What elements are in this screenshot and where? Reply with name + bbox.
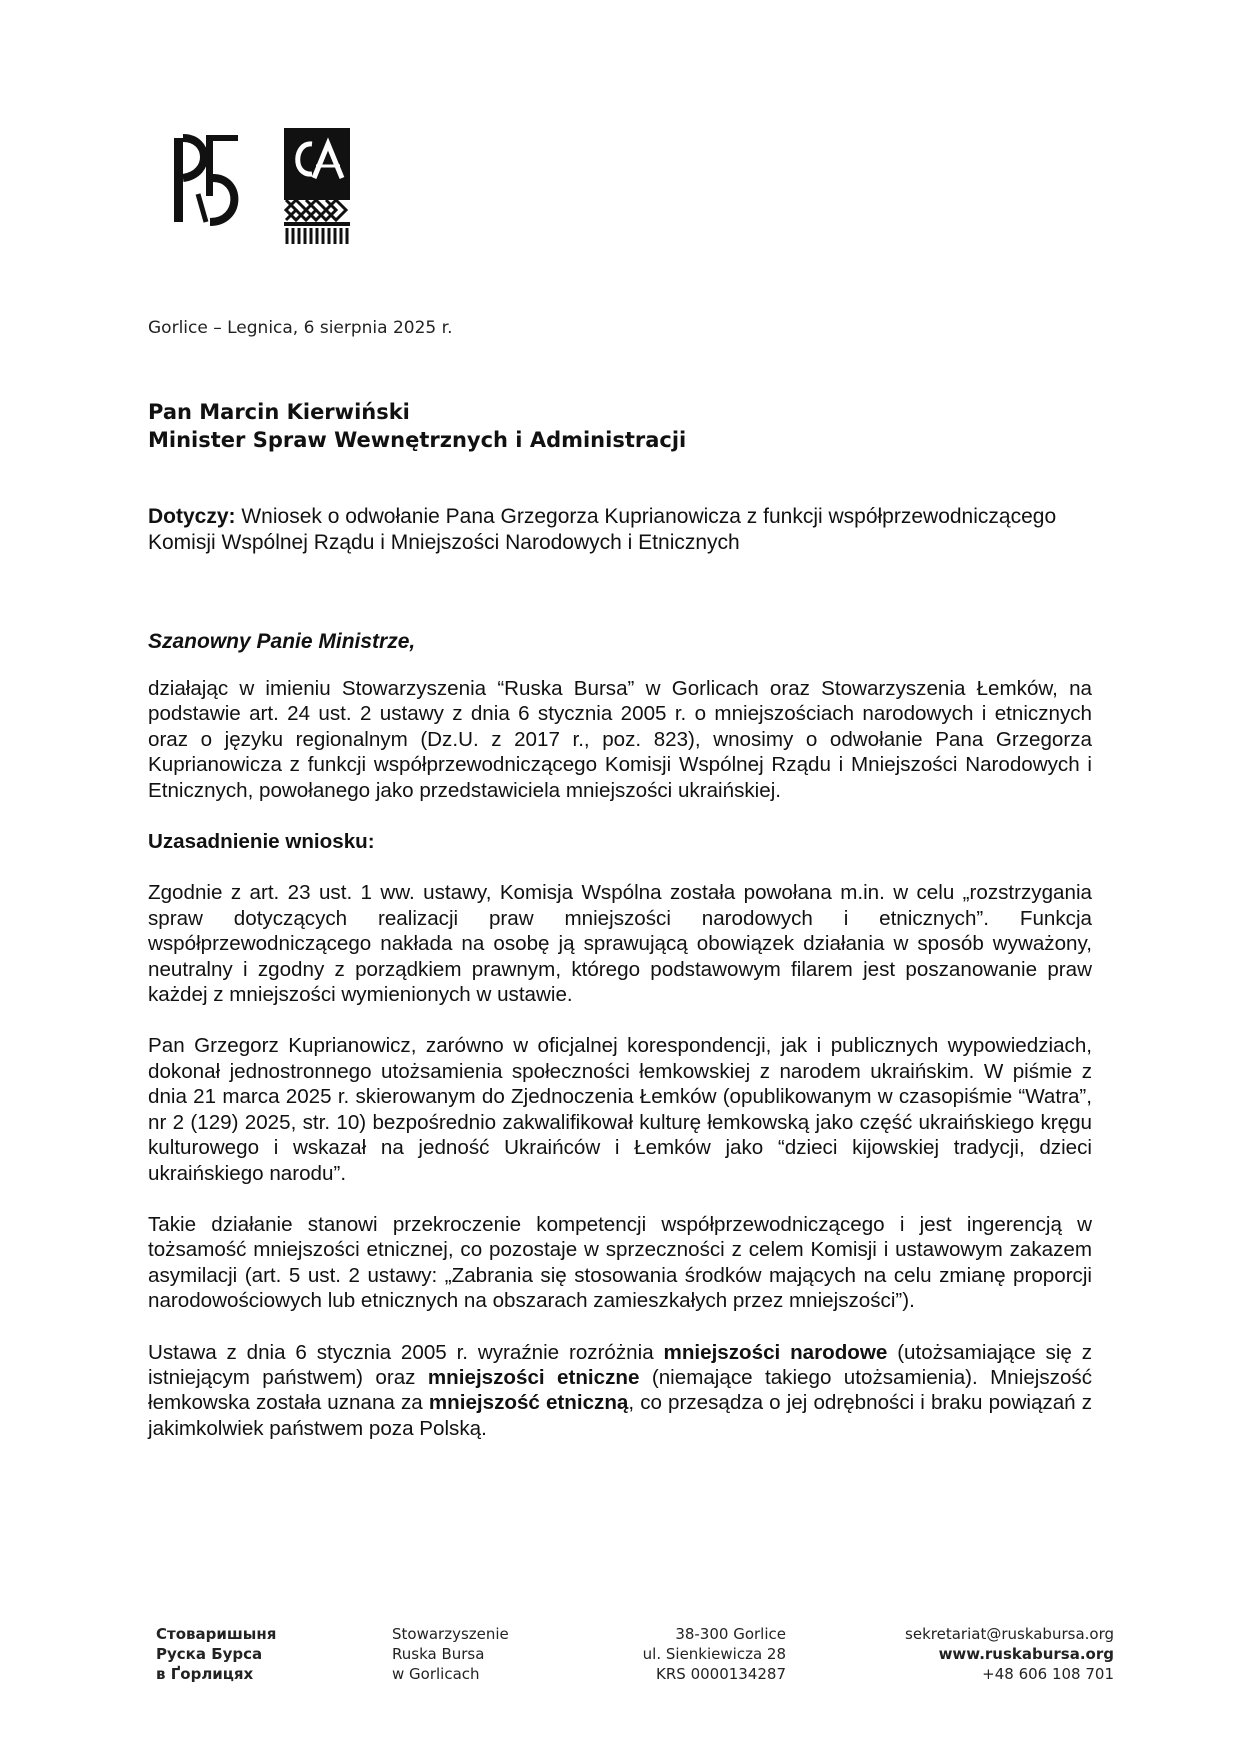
paragraph-4: Takie działanie stanowi przekroczenie kompetencji współprzewodniczącego i jest ingerencją w tożsamość mniejszości etnicznej, co pozostaje w sprzeczności z celem Komisji i ustawowym zakazem asymilacji (art. 5 ust. 2 ustawy: „Zabrania się stosowania środków mających na celu zmianę proporcji narodowościowych lub etnicznych na obszarach zamieszkałych przez mniejszości”). — [148, 1212, 1092, 1313]
paragraph-2: Zgodnie z art. 23 ust. 1 ww. ustawy, Komisja Wspólna została powołana m.in. w celu „rozstrzygania spraw dotyczących realizacji praw mniejszości narodowych i etnicznych”. Funkcja współprzewodniczącego nakłada na osobę ją sprawującą obowiązek działania w sposób wyważony, neutralny i zgodny z porządkiem prawnym, którego podstawowym filarem jest poszanowanie praw każdej z mniejszości wymienionych w ustawie. — [148, 881, 1092, 1007]
text-run: Ustawa z dnia 6 stycznia 2005 r. wyraźnie rozróżnia — [148, 1340, 664, 1364]
date-line: Gorlice – Legnica, 6 sierpnia 2025 r. — [148, 318, 453, 338]
text-run: (utożsamiające się z istniejącym państwem) oraz — [148, 1340, 1092, 1389]
footer-website-link[interactable]: www.ruskabursa.org — [938, 1645, 1114, 1663]
salutation: Szanowny Panie Ministrze, — [148, 630, 416, 653]
justification-heading: Uzasadnienie wniosku: — [148, 830, 375, 854]
footer-line: Стоваришыня — [156, 1625, 277, 1643]
footer-contact — [830, 1624, 1114, 1684]
subject-text: Wniosek o odwołanie Pana Grzegorza Kuprianowicza z funkcji współprzewodniczącego Komisji Wspólnej Rządu i Mniejszości Narodowych i Etnicznych — [148, 505, 1057, 554]
ruska-bursa-logo — [170, 134, 242, 226]
text-run: (niemające takiego utożsamienia). Mniejszość łemkowska została uznana za — [148, 1365, 1092, 1415]
recipient-block — [148, 398, 686, 454]
emphasis-national: mniejszości narodowe — [663, 1340, 888, 1364]
footer-line: KRS 0000134287 — [656, 1665, 786, 1683]
paragraph-5 — [148, 1340, 1092, 1442]
recipient-name: Pan Marcin Kierwiński — [148, 400, 410, 424]
paragraph-3: Pan Grzegorz Kuprianowicz, zarówno w oficjalnej korespondencji, jak i publicznych wypowiedziach, dokonał jednostronnego utożsamienia społeczności łemkowskiej z narodem ukraińskim. W piśmie z dnia 21 marca 2025 r. skierowanym do Zjednoczenia Łemków (opublikowanym w czasopiśmie “Watra”, nr 2 (129) 2025, str. 10) bezpośrednio zakwalifikował kulturę łemkowską jako część ukraińskiego kręgu kulturowego i wskazał na jedność Ukraińców i Łemków jako “dzieci kijowskiej tradycji, dzieci ukraińskiego narodu”. — [148, 1034, 1092, 1185]
footer-line: w Gorlicach — [392, 1665, 480, 1683]
header-logos — [170, 128, 360, 250]
emphasis-ethnic-minority: mniejszość etniczną — [428, 1391, 629, 1415]
footer-line: Ruska Bursa — [392, 1645, 485, 1663]
text-run: , co przesądza o jej odrębności i braku powiązań z jakimkolwiek państwem poza Polską. — [148, 1391, 1093, 1440]
footer-org-latin — [392, 1624, 509, 1684]
footer-line: Руска Бурса — [156, 1645, 263, 1663]
footer-line: 38-300 Gorlice — [675, 1625, 786, 1643]
footer-line: Stowarzyszenie — [392, 1625, 509, 1643]
letter-body — [148, 676, 1092, 1467]
emphasis-ethnic: mniejszości etniczne — [427, 1365, 640, 1389]
paragraph-1: działając w imieniu Stowarzyszenia “Ruska Bursa” w Gorlicach oraz Stowarzyszenia Łemków, na podstawie art. 24 ust. 2 ustawy z dnia 6 stycznia 2005 r. o mniejszościach narodowych i etnicznych oraz o języku regionalnym (Dz.U. z 2017 r., poz. 823), wnosimy o odwołanie Pana Grzegorza Kuprianowicza z funkcji współprzewodniczącego Komisji Wspólnej Rządu i Mniejszości Narodowych i Etnicznych, powołanego jako przedstawiciela mniejszości ukraińskiej. — [148, 677, 1092, 802]
footer-email-link[interactable]: sekretariat@ruskabursa.org — [905, 1625, 1114, 1643]
footer-line: ul. Sienkiewicza 28 — [642, 1645, 786, 1663]
footer-phone: +48 606 108 701 — [982, 1665, 1114, 1683]
footer-address — [560, 1624, 786, 1684]
recipient-title: Minister Spraw Wewnętrznych i Administracji — [148, 428, 687, 452]
footer-org-cyrillic — [156, 1624, 276, 1684]
footer-line: в Ґорлицях — [156, 1665, 254, 1683]
stowarzyszenie-lemkow-logo — [284, 128, 350, 246]
subject-label: Dotyczy: — [148, 505, 236, 528]
subject-line — [148, 504, 1098, 556]
